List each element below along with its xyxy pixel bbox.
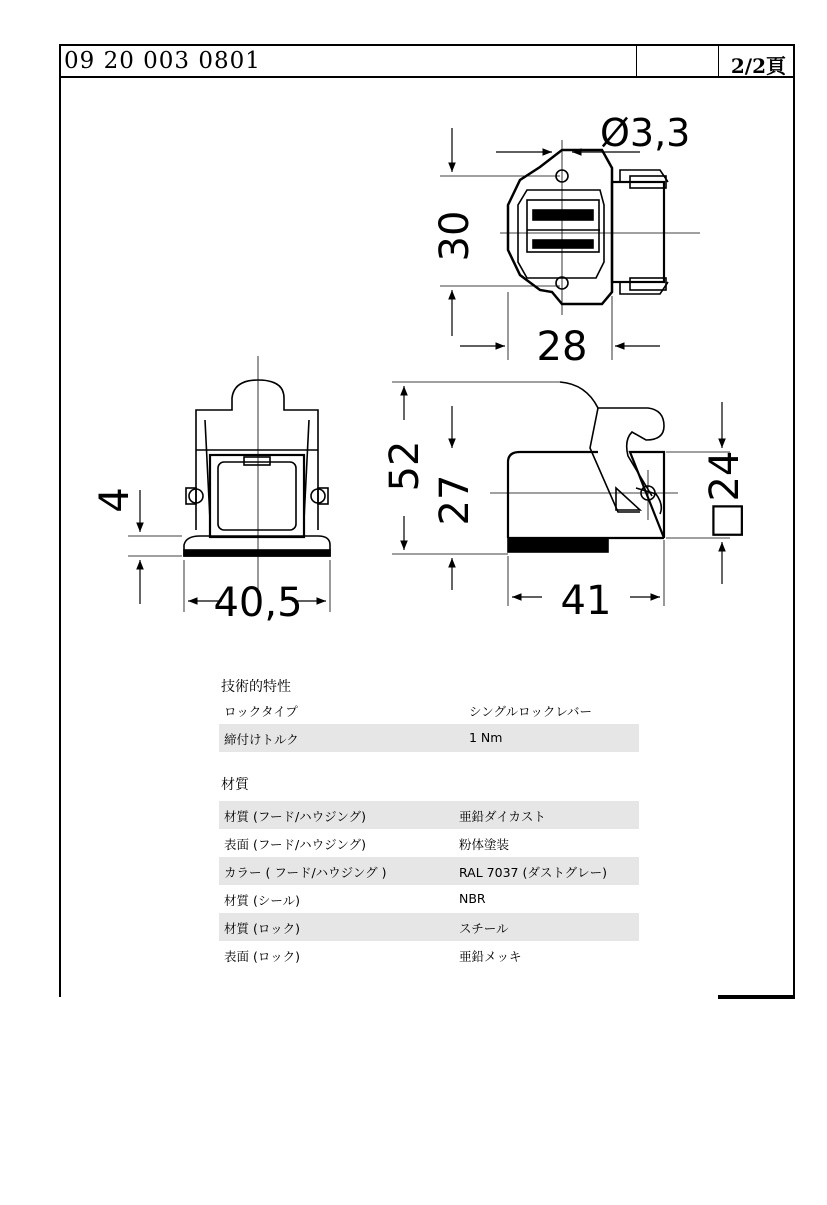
dim-hole-diameter: Ø3,3 [600, 111, 691, 155]
material-value: 粉体塗装 [459, 837, 510, 852]
material-value: スチール [459, 921, 509, 936]
material-value: RAL 7037 (ダストグレー) [459, 865, 607, 880]
front-view [128, 356, 330, 612]
dim-side-width: 41 [560, 578, 612, 624]
technical-label: 締付けトルク [224, 732, 299, 747]
material-row [219, 829, 639, 857]
dim-front-thickness: 4 [92, 487, 138, 513]
technical-value: 1 Nm [469, 730, 503, 745]
material-section-title: 材質 [221, 777, 249, 793]
dim-side-body-height: 27 [432, 474, 478, 526]
material-label: 材質 (ロック) [224, 921, 300, 936]
page-number: 2/2頁 [730, 54, 786, 78]
dim-side-total-height: 52 [382, 440, 428, 492]
material-value: NBR [459, 891, 486, 906]
dim-top-height: 30 [432, 210, 478, 262]
technical-row [219, 724, 639, 752]
material-value: 亜鉛メッキ [459, 949, 522, 964]
material-row [219, 913, 639, 941]
technical-value: シングルロックレバー [469, 704, 592, 719]
material-label: 材質 (シール) [224, 893, 300, 908]
material-label: 表面 (ロック) [224, 949, 300, 964]
dim-front-width: 40,5 [213, 580, 303, 626]
technical-section-title: 技術的特性 [221, 679, 291, 695]
material-label: 表面 (フード/ハウジング) [224, 837, 367, 852]
material-row [219, 941, 639, 969]
material-row [219, 801, 639, 829]
material-row [219, 857, 639, 885]
material-label: 材質 (フード/ハウジング) [224, 809, 367, 824]
part-number: 09 20 003 0801 [64, 48, 261, 74]
technical-row [219, 696, 639, 724]
technical-label: ロックタイプ [224, 704, 298, 719]
material-value: 亜鉛ダイカスト [459, 809, 546, 824]
material-row [219, 885, 639, 913]
material-label: カラー ( フード/ハウジング ) [224, 865, 387, 880]
dim-side-square: □24 [702, 450, 748, 540]
dim-top-width: 28 [536, 324, 588, 370]
